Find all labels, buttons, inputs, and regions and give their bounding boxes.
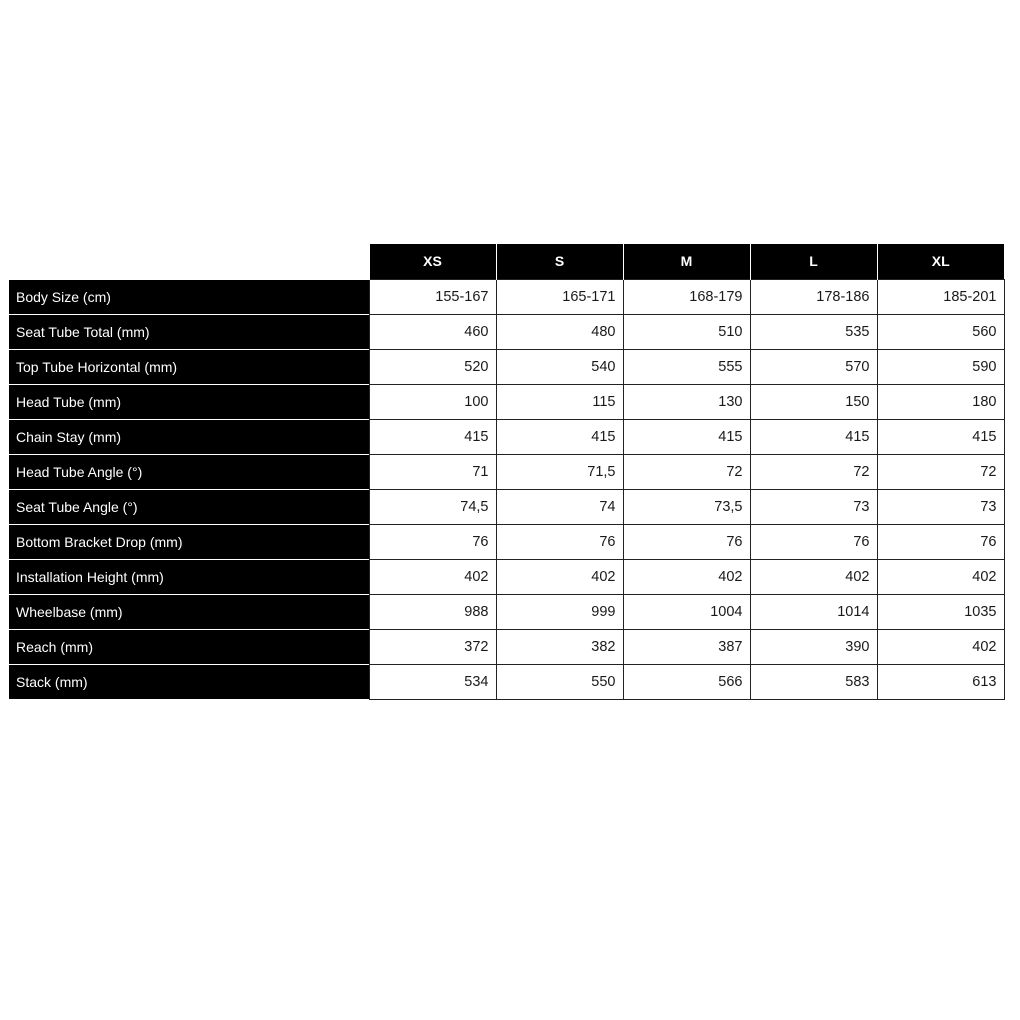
table-cell: 71 [369,454,496,489]
table-cell: 185-201 [877,279,1004,314]
table-cell: 72 [750,454,877,489]
table-cell: 100 [369,384,496,419]
table-row [9,664,1004,699]
table-cell: 1035 [877,594,1004,629]
table-cell: 74,5 [369,489,496,524]
table-cell: 415 [369,419,496,454]
table-cell: 570 [750,349,877,384]
table-cell: 73 [750,489,877,524]
size-header-xs: XS [369,244,496,279]
size-header-row [9,244,1004,279]
row-label: Wheelbase (mm) [9,594,369,629]
table-cell: 71,5 [496,454,623,489]
geometry-size-table [9,244,1005,700]
table-cell: 460 [369,314,496,349]
table-cell: 130 [623,384,750,419]
table-cell: 387 [623,629,750,664]
table-cell: 72 [623,454,750,489]
table-cell: 555 [623,349,750,384]
table-cell: 155-167 [369,279,496,314]
table-row [9,314,1004,349]
table-cell: 415 [750,419,877,454]
table-cell: 180 [877,384,1004,419]
table-cell: 402 [750,559,877,594]
table-cell: 178-186 [750,279,877,314]
row-label: Reach (mm) [9,629,369,664]
size-header-s: S [496,244,623,279]
table-cell: 76 [877,524,1004,559]
table-cell: 510 [623,314,750,349]
table-cell: 988 [369,594,496,629]
table-cell: 76 [750,524,877,559]
table-cell: 73 [877,489,1004,524]
table-row [9,419,1004,454]
table-row [9,384,1004,419]
table-cell: 590 [877,349,1004,384]
table-cell: 382 [496,629,623,664]
table-cell: 415 [623,419,750,454]
table-cell: 168-179 [623,279,750,314]
table-cell: 540 [496,349,623,384]
table-cell: 165-171 [496,279,623,314]
table-cell: 390 [750,629,877,664]
table-cell: 402 [496,559,623,594]
table-cell: 534 [369,664,496,699]
size-header-m: M [623,244,750,279]
row-label: Head Tube Angle (°) [9,454,369,489]
table-cell: 73,5 [623,489,750,524]
table-cell: 76 [623,524,750,559]
table-row [9,629,1004,664]
row-label: Body Size (cm) [9,279,369,314]
row-label: Bottom Bracket Drop (mm) [9,524,369,559]
table-row [9,489,1004,524]
table-cell: 415 [877,419,1004,454]
table-row [9,594,1004,629]
table-cell: 560 [877,314,1004,349]
table-cell: 402 [877,629,1004,664]
table-cell: 583 [750,664,877,699]
row-label: Installation Height (mm) [9,559,369,594]
table-row [9,349,1004,384]
table-cell: 72 [877,454,1004,489]
table-cell: 415 [496,419,623,454]
table-row [9,454,1004,489]
size-header-l: L [750,244,877,279]
table-row [9,279,1004,314]
table-cell: 1004 [623,594,750,629]
table-cell: 74 [496,489,623,524]
row-label: Top Tube Horizontal (mm) [9,349,369,384]
row-label: Head Tube (mm) [9,384,369,419]
table-cell: 402 [877,559,1004,594]
table-cell: 480 [496,314,623,349]
table-cell: 402 [623,559,750,594]
table-cell: 115 [496,384,623,419]
row-label: Seat Tube Angle (°) [9,489,369,524]
table-cell: 150 [750,384,877,419]
table-cell: 566 [623,664,750,699]
table-body [9,279,1004,699]
table-cell: 1014 [750,594,877,629]
table-cell: 372 [369,629,496,664]
table-row [9,559,1004,594]
row-label: Chain Stay (mm) [9,419,369,454]
table-cell: 550 [496,664,623,699]
corner-cell [9,244,369,279]
table-cell: 76 [496,524,623,559]
table-row [9,524,1004,559]
table-cell: 76 [369,524,496,559]
size-header-xl: XL [877,244,1004,279]
row-label: Seat Tube Total (mm) [9,314,369,349]
table-cell: 613 [877,664,1004,699]
table-cell: 520 [369,349,496,384]
row-label: Stack (mm) [9,664,369,699]
table-cell: 402 [369,559,496,594]
table-cell: 999 [496,594,623,629]
table-cell: 535 [750,314,877,349]
